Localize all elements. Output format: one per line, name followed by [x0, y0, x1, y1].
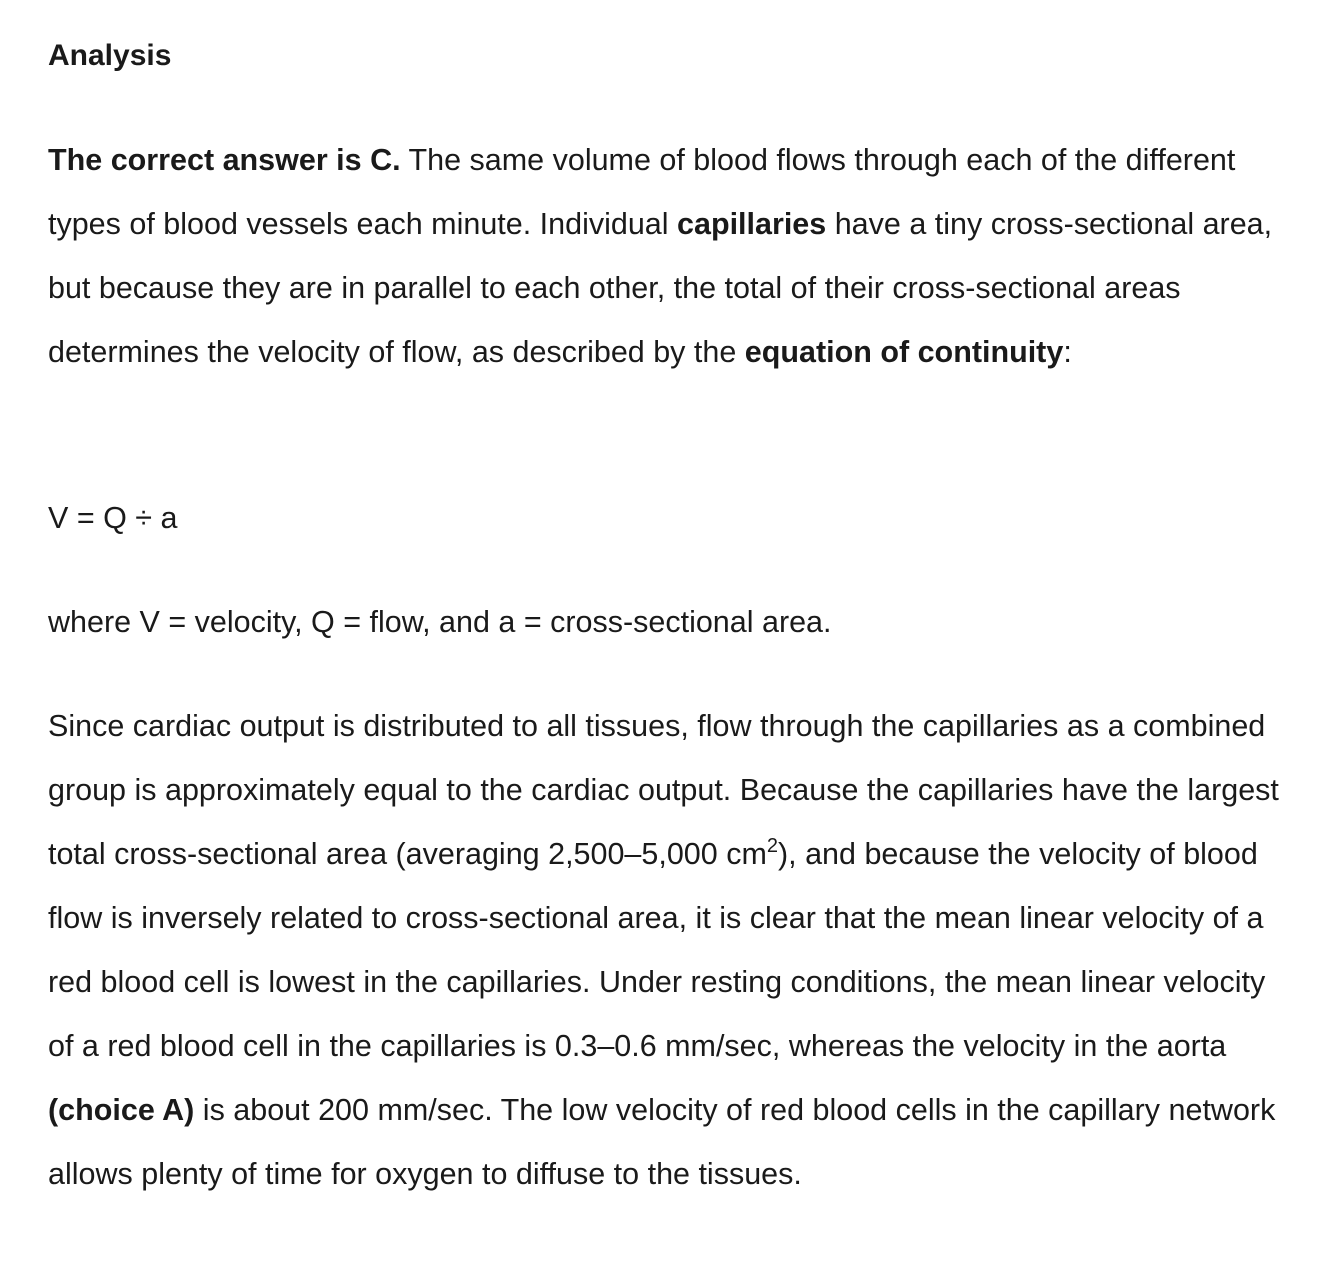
superscript: 2 — [766, 835, 778, 857]
explanation-paragraph — [48, 694, 1298, 1206]
paragraph-text: Since cardiac output is distributed to all tissues, flow through the capillaries as a combined group is approximately equal to the cardiac output. Because the capillaries have the largest total cross-sectional area (averaging 2,500–5,000 cm — [48, 709, 1279, 871]
paragraph-text: The same volume of blood flows through each of the different types of blood vessels each minute. Individual — [48, 143, 1236, 241]
paragraph-text: is about 200 mm/sec. The low velocity of red blood cells in the capillary network allows plenty of time for oxygen to diffuse to the tissues. — [48, 1093, 1276, 1191]
formula-definition: where V = velocity, Q = flow, and a = cross-sectional area. — [48, 605, 832, 639]
paragraph-text: ), and because the velocity of blood flow is inversely related to cross-sectional area, it is clear that the mean linear velocity of a red blood cell is lowest in the capillaries. Under resting conditions, the mean linear velocity of a red blood cell in the capillaries is 0.3–0.6 mm/sec, whereas the velocity in the aorta — [48, 837, 1266, 1063]
correct-answer-statement: The correct answer is C. — [48, 143, 401, 177]
term-equation-of-continuity: equation of continuity — [744, 335, 1064, 369]
paragraph-text: : — [1063, 335, 1072, 369]
formula: V = Q ÷ a — [48, 501, 178, 535]
section-heading: Analysis — [48, 39, 172, 72]
term-capillaries: capillaries — [677, 207, 827, 241]
paragraph-text: have a tiny cross-sectional area, but because they are in parallel to each other, the total of their cross-sectional areas determines the velocity of flow, as described by the — [48, 207, 1273, 369]
choice-reference: (choice A) — [48, 1093, 195, 1127]
answer-paragraph — [48, 128, 1298, 384]
